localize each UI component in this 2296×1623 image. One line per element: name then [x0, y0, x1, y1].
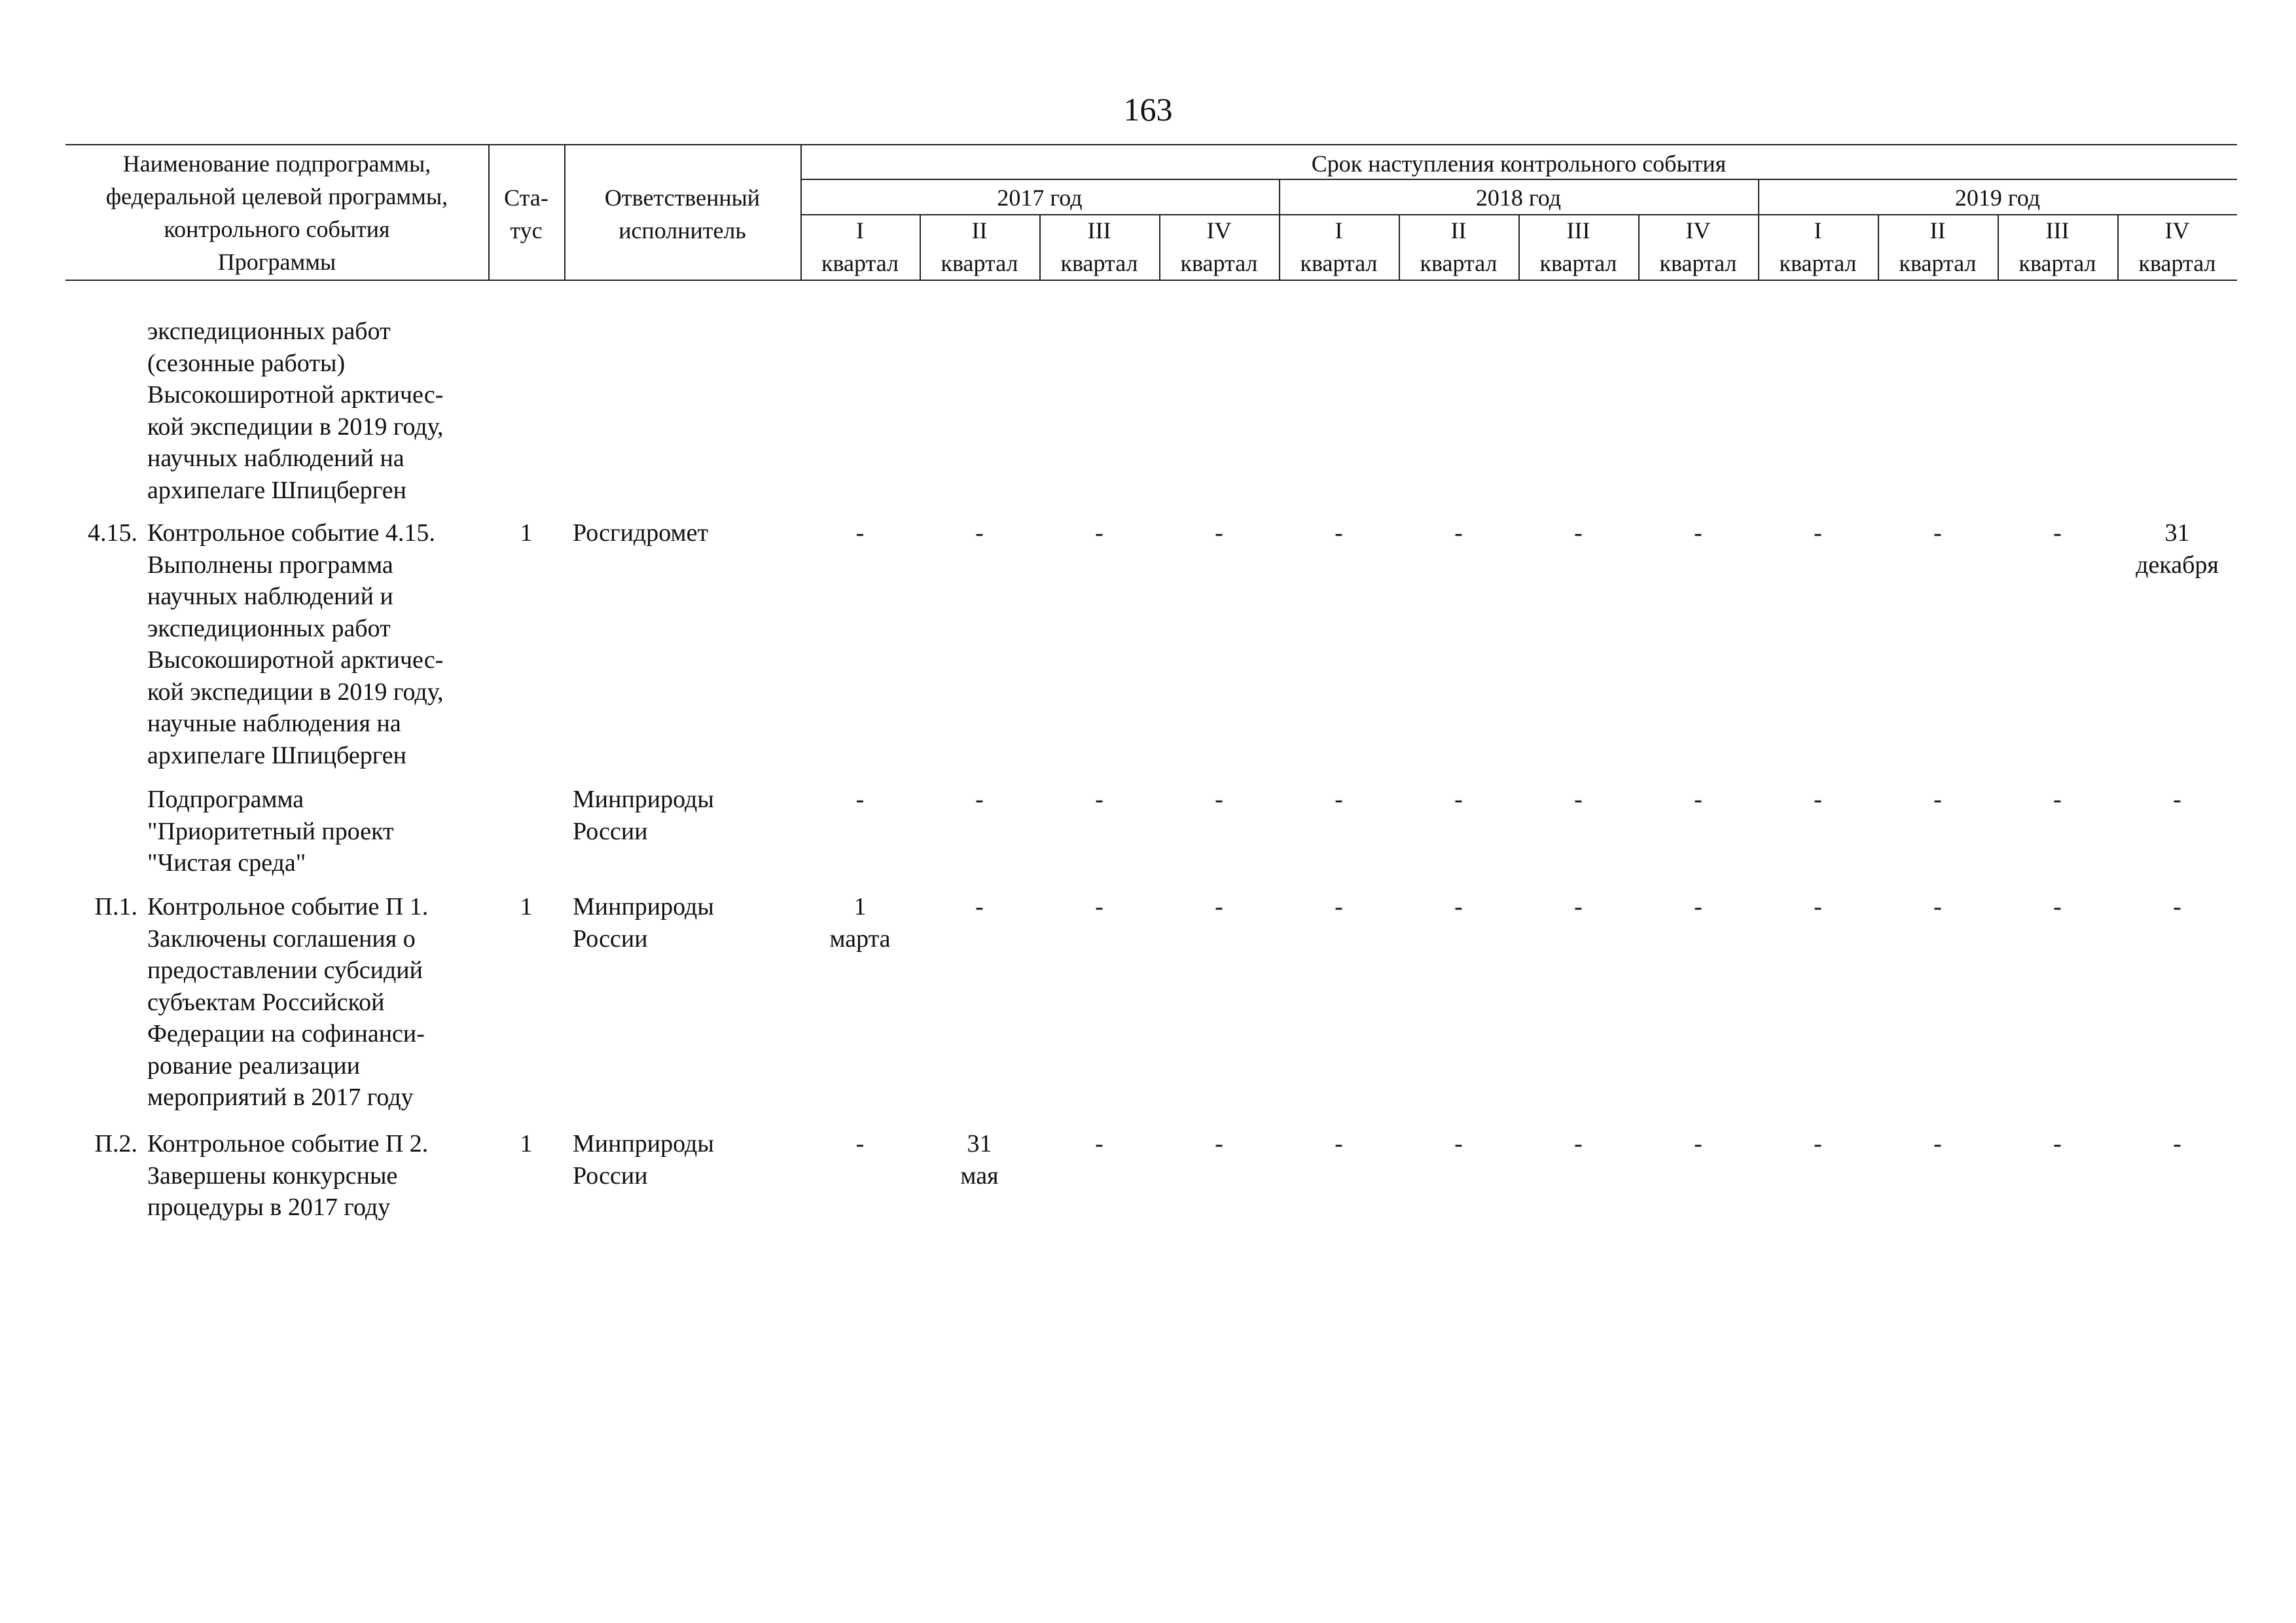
quarter-header-numeral: I: [1335, 217, 1343, 244]
quarter-header-numeral: III: [1566, 217, 1590, 244]
row-quarter-value: -: [1574, 786, 1583, 813]
row-executor-line: России: [573, 817, 648, 845]
row-quarter-value: 1: [853, 893, 867, 921]
quarter-header-numeral: IV: [1206, 217, 1232, 244]
row-quarter-value: -: [1454, 893, 1463, 921]
row-quarter-value: -: [1574, 893, 1583, 921]
row-quarter-value: мая: [960, 1161, 999, 1190]
row-executor-line: Минприроды: [573, 1130, 714, 1158]
quarter-header-numeral: II: [971, 217, 988, 244]
row-name-line: Высокоширотной арктичес-: [147, 646, 444, 674]
row-quarter-value: -: [1814, 893, 1822, 921]
row-name-line: научных наблюдений на: [147, 445, 404, 472]
row-status: 1: [520, 519, 533, 547]
row-name-line: процедуры в 2017 году: [147, 1194, 391, 1221]
row-name-line: Подпрограмма: [147, 786, 304, 813]
deadline-header: Срок наступления контрольного события: [1311, 151, 1727, 177]
row-executor-line: Росгидромет: [573, 519, 709, 547]
year-header: 2018 год: [1475, 185, 1562, 211]
row-quarter-value: -: [855, 519, 865, 547]
row-quarter-value: -: [2053, 1130, 2062, 1158]
quarter-header-numeral: I: [1814, 217, 1822, 244]
quarter-header-numeral: II: [1450, 217, 1467, 244]
row-quarter-value: -: [1454, 1130, 1463, 1158]
row-name-line: Контрольное событие П 1.: [147, 893, 429, 921]
row-name-line: Контрольное событие 4.15.: [147, 519, 435, 547]
row-name-line: кой экспедиции в 2019 году,: [147, 678, 444, 706]
name-header: федеральной целевой программы,: [105, 183, 448, 210]
row-quarter-value: -: [1095, 786, 1103, 813]
name-header: Наименование подпрограммы,: [122, 151, 431, 177]
row-name-line: "Приоритетный проект: [147, 817, 394, 845]
quarter-header-numeral: III: [1087, 217, 1111, 244]
row-name-line: мероприятий в 2017 году: [147, 1084, 414, 1111]
quarter-header-numeral: IV: [1685, 217, 1711, 244]
row-quarter-value: -: [1335, 893, 1343, 921]
row-name-line: Заключены соглашения о: [147, 924, 416, 953]
row-executor-line: Минприроды: [573, 786, 714, 813]
row-quarter-value: -: [1933, 893, 1942, 921]
row-quarter-value: -: [1933, 519, 1942, 547]
quarter-header-label: квартал: [1539, 250, 1617, 276]
row-quarter-value: -: [975, 786, 984, 813]
quarter-header-numeral: III: [2045, 217, 2070, 244]
row-quarter-value: 31: [2164, 519, 2190, 547]
row-quarter-value: -: [1095, 519, 1103, 547]
header-top-rule: [65, 144, 2237, 145]
row-name-line: рование реализации: [147, 1051, 361, 1080]
row-quarter-value: -: [855, 1130, 865, 1158]
row-quarter-value: -: [1215, 893, 1223, 921]
row-quarter-value: -: [1215, 786, 1223, 813]
row-quarter-value: -: [975, 519, 984, 547]
row-quarter-value: -: [1694, 519, 1702, 547]
name-header: Программы: [217, 249, 336, 275]
row-name-line: архипелаге Шпицберген: [147, 741, 407, 769]
row-quarter-value: -: [1215, 519, 1223, 547]
row-quarter-value: -: [1694, 1130, 1702, 1158]
row-quarter-value: 31: [967, 1130, 992, 1158]
row-quarter-value: -: [855, 786, 865, 813]
quarter-header-label: квартал: [1659, 250, 1737, 276]
quarter-header-numeral: IV: [2164, 217, 2190, 244]
row-quarter-value: -: [1694, 786, 1702, 813]
quarter-header-label: квартал: [1420, 250, 1498, 276]
row-quarter-value: -: [1694, 893, 1702, 921]
row-name-line: экспедиционных работ: [147, 614, 391, 642]
executor-header: исполнитель: [619, 217, 746, 244]
quarter-header-label: квартал: [2138, 250, 2216, 276]
row-name-line: предоставлении субсидий: [147, 957, 423, 984]
status-header: тус: [510, 217, 543, 244]
quarter-header-label: квартал: [1060, 250, 1138, 276]
row-name-line: архипелаге Шпицберген: [147, 476, 407, 504]
row-quarter-value: -: [2173, 786, 2181, 813]
row-number: П.2.: [94, 1130, 137, 1158]
row-name-line: субъектам Российской: [147, 988, 385, 1016]
quarter-header-label: квартал: [1899, 250, 1977, 276]
row-quarter-value: декабря: [2136, 551, 2219, 579]
row-quarter-value: -: [2173, 1130, 2181, 1158]
row-quarter-value: -: [1095, 893, 1103, 921]
row-executor-line: России: [573, 1161, 648, 1190]
row-name-line: научные наблюдения на: [147, 710, 401, 737]
row-quarter-value: -: [1814, 519, 1822, 547]
row-quarter-value: -: [1454, 786, 1463, 813]
quarter-header-label: квартал: [1180, 250, 1258, 276]
row-name-line: кой экспедиции в 2019 году,: [147, 412, 444, 441]
row-quarter-value: -: [1335, 519, 1343, 547]
quarter-header-label: квартал: [1779, 250, 1857, 276]
row-name-line: Завершены конкурсные: [147, 1161, 398, 1190]
row-quarter-value: -: [2053, 786, 2062, 813]
row-name-line: экспедиционных работ: [147, 318, 391, 345]
name-header: контрольного события: [164, 216, 390, 242]
quarter-header-numeral: I: [856, 217, 864, 244]
quarter-header-label: квартал: [1300, 250, 1378, 276]
row-name-line: Контрольное событие П 2.: [147, 1130, 429, 1158]
row-name-line: Выполнены программа: [147, 551, 393, 579]
row-name-line: (сезонные работы): [147, 349, 346, 377]
row-quarter-value: -: [1933, 786, 1942, 813]
row-quarter-value: -: [1814, 1130, 1822, 1158]
row-executor-line: Минприроды: [573, 893, 714, 921]
status-header: Ста-: [504, 185, 548, 211]
year-header: 2019 год: [1954, 185, 2041, 211]
row-name-line: Федерации на софинанси-: [147, 1020, 425, 1048]
quarter-header-numeral: II: [1929, 217, 1946, 244]
row-quarter-value: -: [2053, 519, 2062, 547]
row-quarter-value: марта: [829, 924, 891, 953]
row-quarter-value: -: [1095, 1130, 1103, 1158]
row-quarter-value: -: [1814, 786, 1822, 813]
row-quarter-value: -: [2053, 893, 2062, 921]
executor-header: Ответственный: [604, 185, 761, 211]
year-header: 2017 год: [997, 185, 1083, 211]
quarter-header-label: квартал: [821, 250, 899, 276]
page-number: 163: [1123, 91, 1173, 128]
row-name-line: "Чистая среда": [147, 849, 306, 877]
row-name-line: научных наблюдений и: [147, 583, 393, 610]
row-quarter-value: -: [1574, 519, 1583, 547]
row-quarter-value: -: [1215, 1130, 1223, 1158]
row-number: 4.15.: [88, 519, 137, 547]
row-quarter-value: -: [2173, 893, 2181, 921]
row-number: П.1.: [94, 893, 137, 921]
row-status: 1: [520, 893, 533, 921]
row-quarter-value: -: [1335, 1130, 1343, 1158]
row-executor-line: России: [573, 924, 648, 953]
row-quarter-value: -: [975, 893, 984, 921]
header-bottom-rule: [65, 280, 2237, 281]
row-quarter-value: -: [1335, 786, 1343, 813]
row-name-line: Высокоширотной арктичес-: [147, 381, 444, 409]
row-status: 1: [520, 1130, 533, 1158]
row-quarter-value: -: [1933, 1130, 1942, 1158]
row-quarter-value: -: [1454, 519, 1463, 547]
row-quarter-value: -: [1574, 1130, 1583, 1158]
quarter-header-label: квартал: [2018, 250, 2096, 276]
quarter-header-label: квартал: [941, 250, 1018, 276]
